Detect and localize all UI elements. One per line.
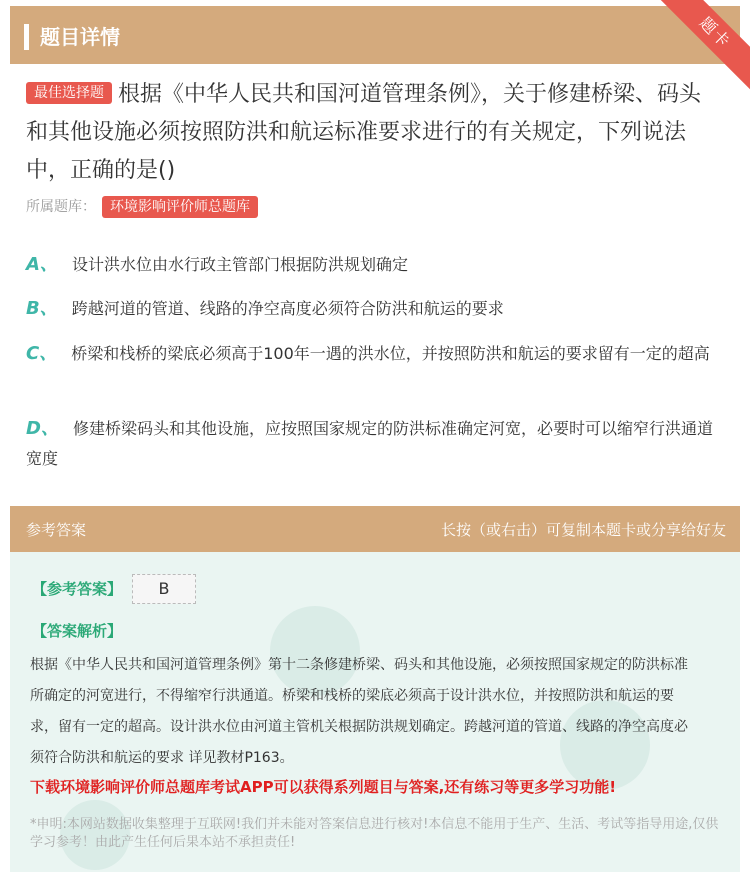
share-hint: 长按（或右击）可复制本题卡或分享给好友 <box>440 521 726 539</box>
question-text: 根据《中华人民共和国河道管理条例》，关于修建桥梁、码头和其他设施必须按照防洪和航运标准要求进行的有关规定，下列说法中，正确的是() <box>26 82 702 183</box>
page-title: 题目详情 <box>40 25 120 49</box>
answer-label: 【参考答案】 <box>32 580 123 598</box>
question-block <box>26 76 716 190</box>
analysis-label: 【答案解析】 <box>32 622 123 640</box>
question-type-tag: 最佳选择题 <box>26 82 112 104</box>
option-text: 跨越河道的管道、线路的净空高度必须符合防洪和航运的要求 <box>71 299 504 318</box>
disclaimer-text: *申明:本网站数据收集整理于互联网!我们并未能对答案信息进行核对!本信息不能用于生产、生活、考试等指导用途,仅供学习参考！由此产生任何后果本站不承担责任! <box>30 817 719 850</box>
option-d[interactable] <box>26 414 726 474</box>
answer-value: B <box>132 574 196 604</box>
question-bank-tag[interactable]: 环境影响评价师总题库 <box>102 196 258 218</box>
header-accent-bar <box>24 24 29 50</box>
option-letter: D、 <box>26 418 59 439</box>
analysis-text: 根据《中华人民共和国河道管理条例》第十二条修建桥梁、码头和其他设施，必须按照国家规定的防洪标准所确定的河宽进行，不得缩窄行洪通道。桥梁和栈桥的梁底必须高于设计洪水位，并按照防洪和航运的要求，留有一定的超高。设计洪水位由河道主管机关根据防洪规划确定。跨越河道的管道、线路的净空高度必须符合防洪和航运的要求 详见教材P163。 <box>30 657 688 766</box>
option-text: 设计洪水位由水行政主管部门根据防洪规划确定 <box>71 255 408 274</box>
question-source <box>26 196 264 218</box>
ribbon-label: 题卡 <box>651 0 750 90</box>
option-c[interactable] <box>26 339 726 369</box>
option-letter: C、 <box>26 343 58 364</box>
option-a[interactable] <box>26 250 726 280</box>
option-letter: A、 <box>26 254 58 275</box>
option-b[interactable] <box>26 294 726 324</box>
header-bar <box>10 6 740 64</box>
answer-header <box>10 506 740 552</box>
source-label: 所属题库： <box>26 199 96 215</box>
option-text: 修建桥梁码头和其他设施，应按照国家规定的防洪标准确定河宽，必要时可以缩窄行洪通道宽度 <box>26 419 713 468</box>
answer-section-title: 参考答案 <box>26 521 87 539</box>
option-text: 桥梁和栈桥的梁底必须高于100年一遇的洪水位，并按照防洪和航运的要求留有一定的超高 <box>71 344 710 363</box>
app-promo-link[interactable]: 下载环境影响评价师总题库考试APP可以获得系列题目与答案,还有练习等更多学习功能! <box>30 778 617 796</box>
option-letter: B、 <box>26 298 58 319</box>
